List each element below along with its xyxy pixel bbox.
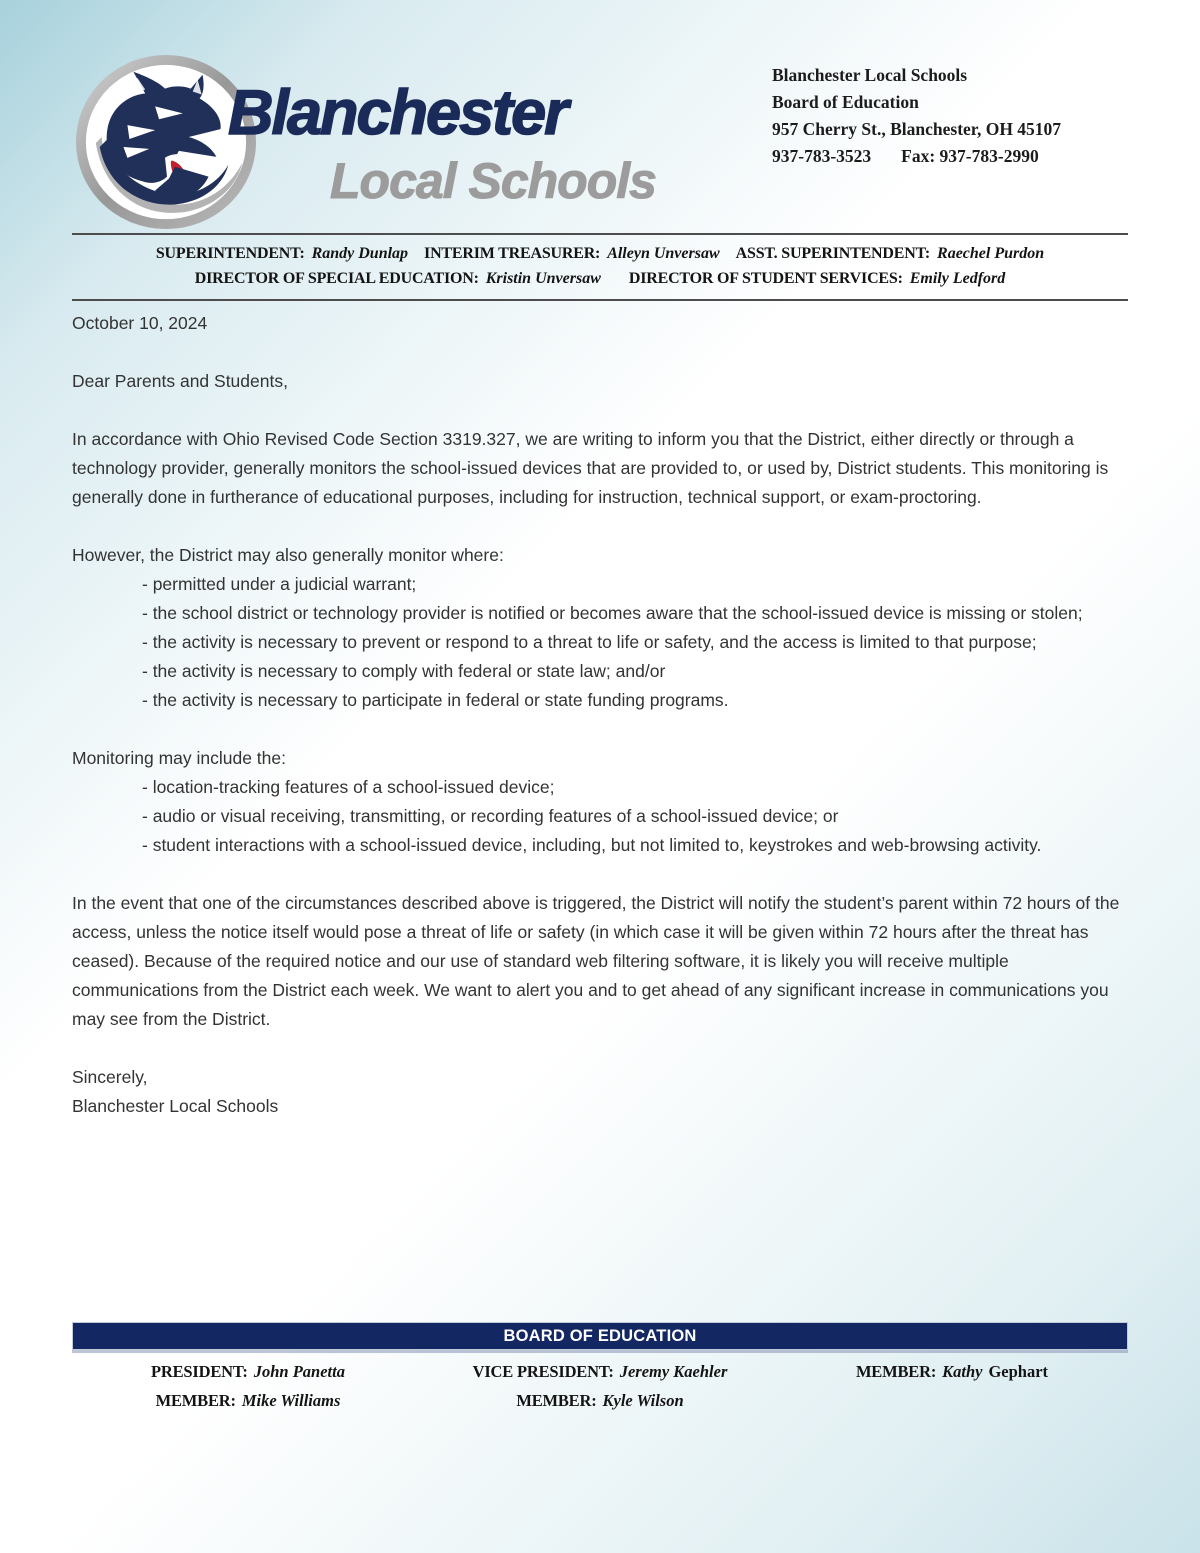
logo-text-secondary: Local Schools — [330, 153, 656, 209]
letter-body — [72, 309, 1128, 1121]
staff-director-special-ed: DIRECTOR OF SPECIAL EDUCATION: Kristin Unversaw — [194, 270, 601, 287]
list-item: - permitted under a judicial warrant; — [142, 574, 417, 594]
school-logo — [72, 50, 772, 230]
board-member-president: PRESIDENT: John Panetta — [151, 1362, 345, 1381]
board-footer — [72, 1322, 1128, 1415]
list-item: - the activity is necessary to prevent or respond to a threat to life or safety, and the access is limited to that purpose; — [142, 632, 1037, 652]
list-item: - location-tracking features of a school-issued device; — [142, 777, 555, 797]
monitor-where-intro: However, the District may also generally monitor where: — [72, 545, 504, 565]
salutation: Dear Parents and Students, — [72, 371, 288, 391]
letter-date: October 10, 2024 — [72, 313, 208, 333]
closing: Sincerely, — [72, 1067, 148, 1087]
list-item: - student interactions with a school-issued device, including, but not limited to, keystrokes and web-browsing activity. — [142, 835, 1042, 855]
paragraph-notice: In the event that one of the circumstances described above is triggered, the District will notify the student’s parent within 72 hours of the access, unless the notice itself would pose a threat of life or safety (in which case it will be given within 72 hours after the threat has ceased). Because of the required notice and our use of standard web filtering software, it is likely you will receive multiple communications from the District each week. We want to alert you and to get ahead of any significant increase in communications you may see from the District. — [72, 893, 1120, 1029]
contact-block — [772, 62, 1128, 170]
staff-asst-superintendent: ASST. SUPERINTENDENT: Raechel Purdon — [735, 245, 1045, 262]
board-cell-empty — [776, 1386, 1128, 1415]
logo-text-primary: Blanchester — [228, 78, 567, 148]
staff-treasurer: INTERIM TREASURER: Alleyn Unversaw — [424, 245, 720, 262]
contact-fax: Fax: 937-783-2990 — [901, 146, 1039, 166]
board-member-williams: MEMBER: Mike Williams — [155, 1391, 341, 1410]
board-title: BOARD OF EDUCATION — [503, 1326, 697, 1345]
monitor-include-intro: Monitoring may include the: — [72, 748, 286, 768]
contact-address: 957 Cherry St., Blanchester, OH 45107 — [772, 119, 1062, 139]
board-title-bar — [72, 1322, 1128, 1350]
contact-board: Board of Education — [772, 92, 919, 112]
list-item: - audio or visual receiving, transmitting, or recording features of a school-issued device; or — [142, 806, 839, 826]
staff-superintendent: SUPERINTENDENT: Randy Dunlap — [155, 245, 409, 262]
monitor-where-list — [72, 570, 1128, 715]
letterhead — [72, 50, 1128, 230]
board-member-vice-president: VICE PRESIDENT: Jeremy Kaehler — [472, 1362, 728, 1381]
paragraph-intro: In accordance with Ohio Revised Code Section 3319.327, we are writing to inform you that the District, either directly or through a technology provider, generally monitors the school-issued devices that are provided to, or used by, District students. This monitoring is generally done in furtherance of educational purposes, including for instruction, technical support, or exam-proctoring. — [72, 429, 1109, 507]
signature: Blanchester Local Schools — [72, 1096, 279, 1116]
board-member-wilson: MEMBER: Kyle Wilson — [516, 1391, 684, 1410]
list-item: - the activity is necessary to participate in federal or state funding programs. — [142, 690, 729, 710]
list-item: - the school district or technology provider is notified or becomes aware that the school-issued device is missing or stolen; — [142, 603, 1083, 623]
contact-phone: 937-783-3523 — [772, 146, 872, 166]
contact-org: Blanchester Local Schools — [772, 65, 968, 85]
monitor-include-list — [72, 773, 1128, 860]
board-member-gephart: MEMBER: Kathy Gephart — [855, 1362, 1049, 1381]
staff-banner — [72, 233, 1128, 301]
list-item: - the activity is necessary to comply with federal or state law; and/or — [142, 661, 666, 681]
board-members-grid — [72, 1357, 1128, 1415]
staff-director-student-services: DIRECTOR OF STUDENT SERVICES: Emily Ledford — [628, 270, 1006, 287]
